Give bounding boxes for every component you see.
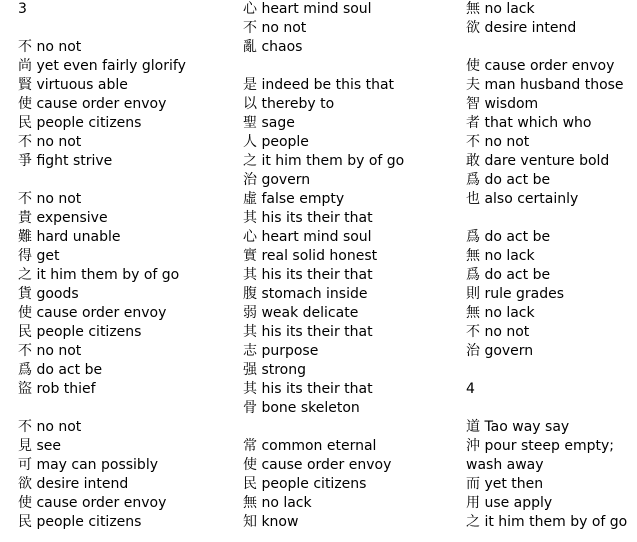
gloss-line: 弱 weak delicate <box>243 305 359 321</box>
gloss-line: 常 common eternal <box>243 438 377 454</box>
gloss-line: 爲 do act be <box>466 267 551 283</box>
gloss-line <box>243 57 404 76</box>
gloss-line: 虛 false empty <box>243 191 345 207</box>
gloss-line: 治 govern <box>243 172 311 188</box>
gloss-line: 民 people citizens <box>18 115 142 131</box>
gloss-line: 也 also certainly <box>466 191 579 207</box>
gloss-line: 無 no lack <box>466 248 535 264</box>
gloss-line <box>466 399 627 418</box>
gloss-column-2 <box>243 0 404 532</box>
gloss-line: 之 it him them by of go <box>243 153 405 169</box>
gloss-line: 不 no not <box>466 324 530 340</box>
gloss-line: 不 no not <box>18 343 82 359</box>
gloss-line: 亂 chaos <box>243 39 303 55</box>
gloss-line: 不 no not <box>243 20 307 36</box>
gloss-line: wash away <box>466 457 544 473</box>
gloss-line: 爲 do act be <box>466 229 551 245</box>
gloss-line: 志 purpose <box>243 343 319 359</box>
gloss-line: 不 no not <box>18 419 82 435</box>
gloss-line <box>243 418 404 437</box>
gloss-line <box>18 399 186 418</box>
gloss-line: 難 hard unable <box>18 229 121 245</box>
gloss-line <box>466 209 627 228</box>
gloss-line: 心 heart mind soul <box>243 229 372 245</box>
gloss-line <box>18 171 186 190</box>
gloss-line: 爭 fight strive <box>18 153 113 169</box>
gloss-line: 不 no not <box>18 39 82 55</box>
gloss-line <box>466 38 627 57</box>
gloss-line: 夫 man husband those <box>466 77 624 93</box>
gloss-line: 不 no not <box>466 134 530 150</box>
gloss-line: 無 no lack <box>466 1 535 17</box>
gloss-line: 强 strong <box>243 362 307 378</box>
gloss-line: 尚 yet even fairly glorify <box>18 58 186 74</box>
gloss-line: 使 cause order envoy <box>18 96 167 112</box>
gloss-line: 用 use apply <box>466 495 553 511</box>
gloss-line: 3 <box>18 1 27 17</box>
gloss-line: 則 rule grades <box>466 286 565 302</box>
gloss-line: 治 govern <box>466 343 534 359</box>
gloss-line: 民 people citizens <box>243 476 367 492</box>
gloss-line: 使 cause order envoy <box>18 305 167 321</box>
gloss-line: 民 people citizens <box>18 324 142 340</box>
gloss-line: 其 his its their that <box>243 381 373 397</box>
gloss-column-1 <box>18 0 186 532</box>
gloss-line: 貴 expensive <box>18 210 108 226</box>
gloss-line: 之 it him them by of go <box>18 267 180 283</box>
gloss-line: 其 his its their that <box>243 267 373 283</box>
gloss-line <box>466 361 627 380</box>
gloss-line: 賢 virtuous able <box>18 77 128 93</box>
gloss-line: 貨 goods <box>18 286 79 302</box>
gloss-line: 無 no lack <box>243 495 312 511</box>
gloss-line: 道 Tao way say <box>466 419 570 435</box>
gloss-line: 爲 do act be <box>466 172 551 188</box>
gloss-line: 使 cause order envoy <box>18 495 167 511</box>
gloss-line: 聖 sage <box>243 115 295 131</box>
gloss-line: 民 people citizens <box>18 514 142 530</box>
gloss-line: 不 no not <box>18 134 82 150</box>
gloss-line: 腹 stomach inside <box>243 286 368 302</box>
gloss-line: 者 that which who <box>466 115 592 131</box>
gloss-line: 而 yet then <box>466 476 544 492</box>
gloss-line: 欲 desire intend <box>18 476 129 492</box>
gloss-line: 是 indeed be this that <box>243 77 395 93</box>
gloss-line: 欲 desire intend <box>466 20 577 36</box>
gloss-line: 使 cause order envoy <box>243 457 392 473</box>
gloss-line: 可 may can possibly <box>18 457 158 473</box>
gloss-line: 無 no lack <box>466 305 535 321</box>
gloss-line: 沖 pour steep empty; <box>466 438 614 454</box>
gloss-line: 實 real solid honest <box>243 248 378 264</box>
gloss-line: 以 thereby to <box>243 96 335 112</box>
gloss-line: 敢 dare venture bold <box>466 153 610 169</box>
gloss-line: 得 get <box>18 248 60 264</box>
gloss-line: 爲 do act be <box>18 362 103 378</box>
gloss-line: 4 <box>466 381 475 397</box>
gloss-line: 不 no not <box>18 191 82 207</box>
gloss-column-3 <box>466 0 627 532</box>
gloss-line: 盜 rob thief <box>18 381 96 397</box>
gloss-line: 智 wisdom <box>466 96 539 112</box>
gloss-line: 知 know <box>243 514 299 530</box>
gloss-line: 使 cause order envoy <box>466 58 615 74</box>
gloss-line <box>18 19 186 38</box>
gloss-line: 人 people <box>243 134 309 150</box>
gloss-line: 其 his its their that <box>243 210 373 226</box>
gloss-line: 之 it him them by of go <box>466 514 628 530</box>
gloss-line: 骨 bone skeleton <box>243 400 360 416</box>
gloss-line: 心 heart mind soul <box>243 1 372 17</box>
gloss-line: 其 his its their that <box>243 324 373 340</box>
gloss-line: 見 see <box>18 438 61 454</box>
